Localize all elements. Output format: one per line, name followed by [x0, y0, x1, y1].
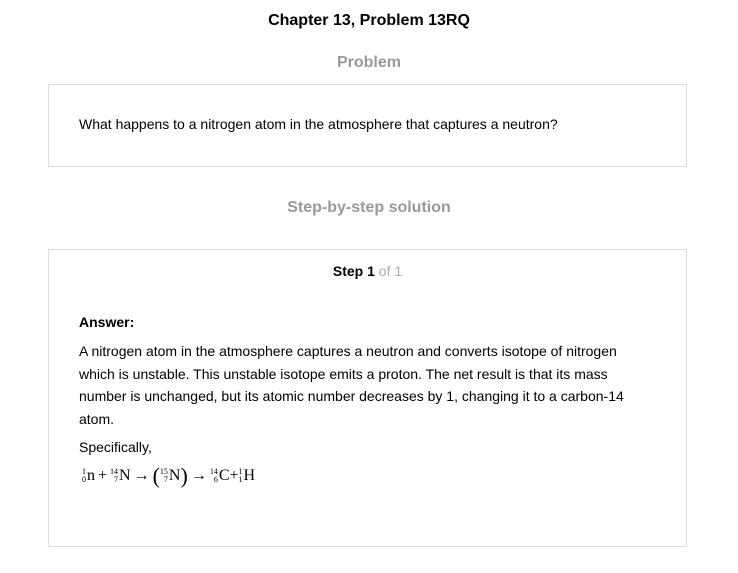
step-of: of 1 [374, 263, 403, 279]
neutron-nuclide [82, 467, 95, 485]
open-paren: ( [152, 463, 160, 488]
hydrogen-nuclide [239, 467, 256, 485]
carbon14-nuclide [210, 467, 230, 485]
carbon14-symbol: C [218, 467, 230, 484]
close-paren: ) [180, 463, 188, 488]
nitrogen14-mass: 14 [110, 467, 119, 476]
hydrogen-atomic: 1 [238, 475, 243, 484]
specifically-label: Specifically, [79, 439, 152, 455]
nitrogen15-nuclide [160, 467, 181, 485]
problem-heading: Problem [336, 54, 401, 71]
neutron-mass: 1 [82, 467, 86, 476]
step-number: 1 [367, 263, 375, 279]
solution-heading: Step-by-step solution [287, 199, 451, 216]
chapter-title: Chapter 13, Problem 13RQ [268, 12, 470, 29]
nitrogen15-atomic: 7 [163, 475, 168, 484]
carbon14-mass: 14 [209, 467, 218, 476]
step-prefix: Step [332, 263, 368, 279]
nitrogen15-mass: 15 [159, 467, 168, 476]
nuclear-equation [82, 463, 256, 488]
answer-label: Answer: [79, 314, 135, 330]
hydrogen-symbol: H [243, 467, 256, 484]
step-indicator [49, 263, 686, 279]
answer-text: A nitrogen atom in the atmosphere captures a neutron and converts isotope of nitrogen which is unstable. This unstable isotope emits a proton. The net result is that its mass number is unchanged, but its atomic number decreases by 1, changing it to a carbon-14 atom. [79, 343, 624, 427]
solution-card [48, 249, 687, 547]
nitrogen14-nuclide [110, 467, 131, 485]
problem-card [48, 84, 687, 167]
carbon14-atomic: 6 [213, 475, 218, 484]
neutron-symbol: n [87, 467, 95, 484]
arrow: → [190, 467, 207, 484]
step-word [333, 263, 375, 279]
nitrogen15-symbol: N [168, 467, 181, 484]
neutron-atomic: 0 [82, 475, 86, 484]
hydrogen-mass: 1 [238, 467, 243, 476]
problem-question: What happens to a nitrogen atom in the atmosphere that captures a neutron? [79, 116, 558, 132]
plus-sign: + [98, 467, 108, 484]
arrow: → [133, 467, 150, 484]
plus-sign: + [229, 467, 239, 484]
nitrogen14-atomic: 7 [114, 475, 119, 484]
nitrogen14-symbol: N [119, 467, 131, 484]
